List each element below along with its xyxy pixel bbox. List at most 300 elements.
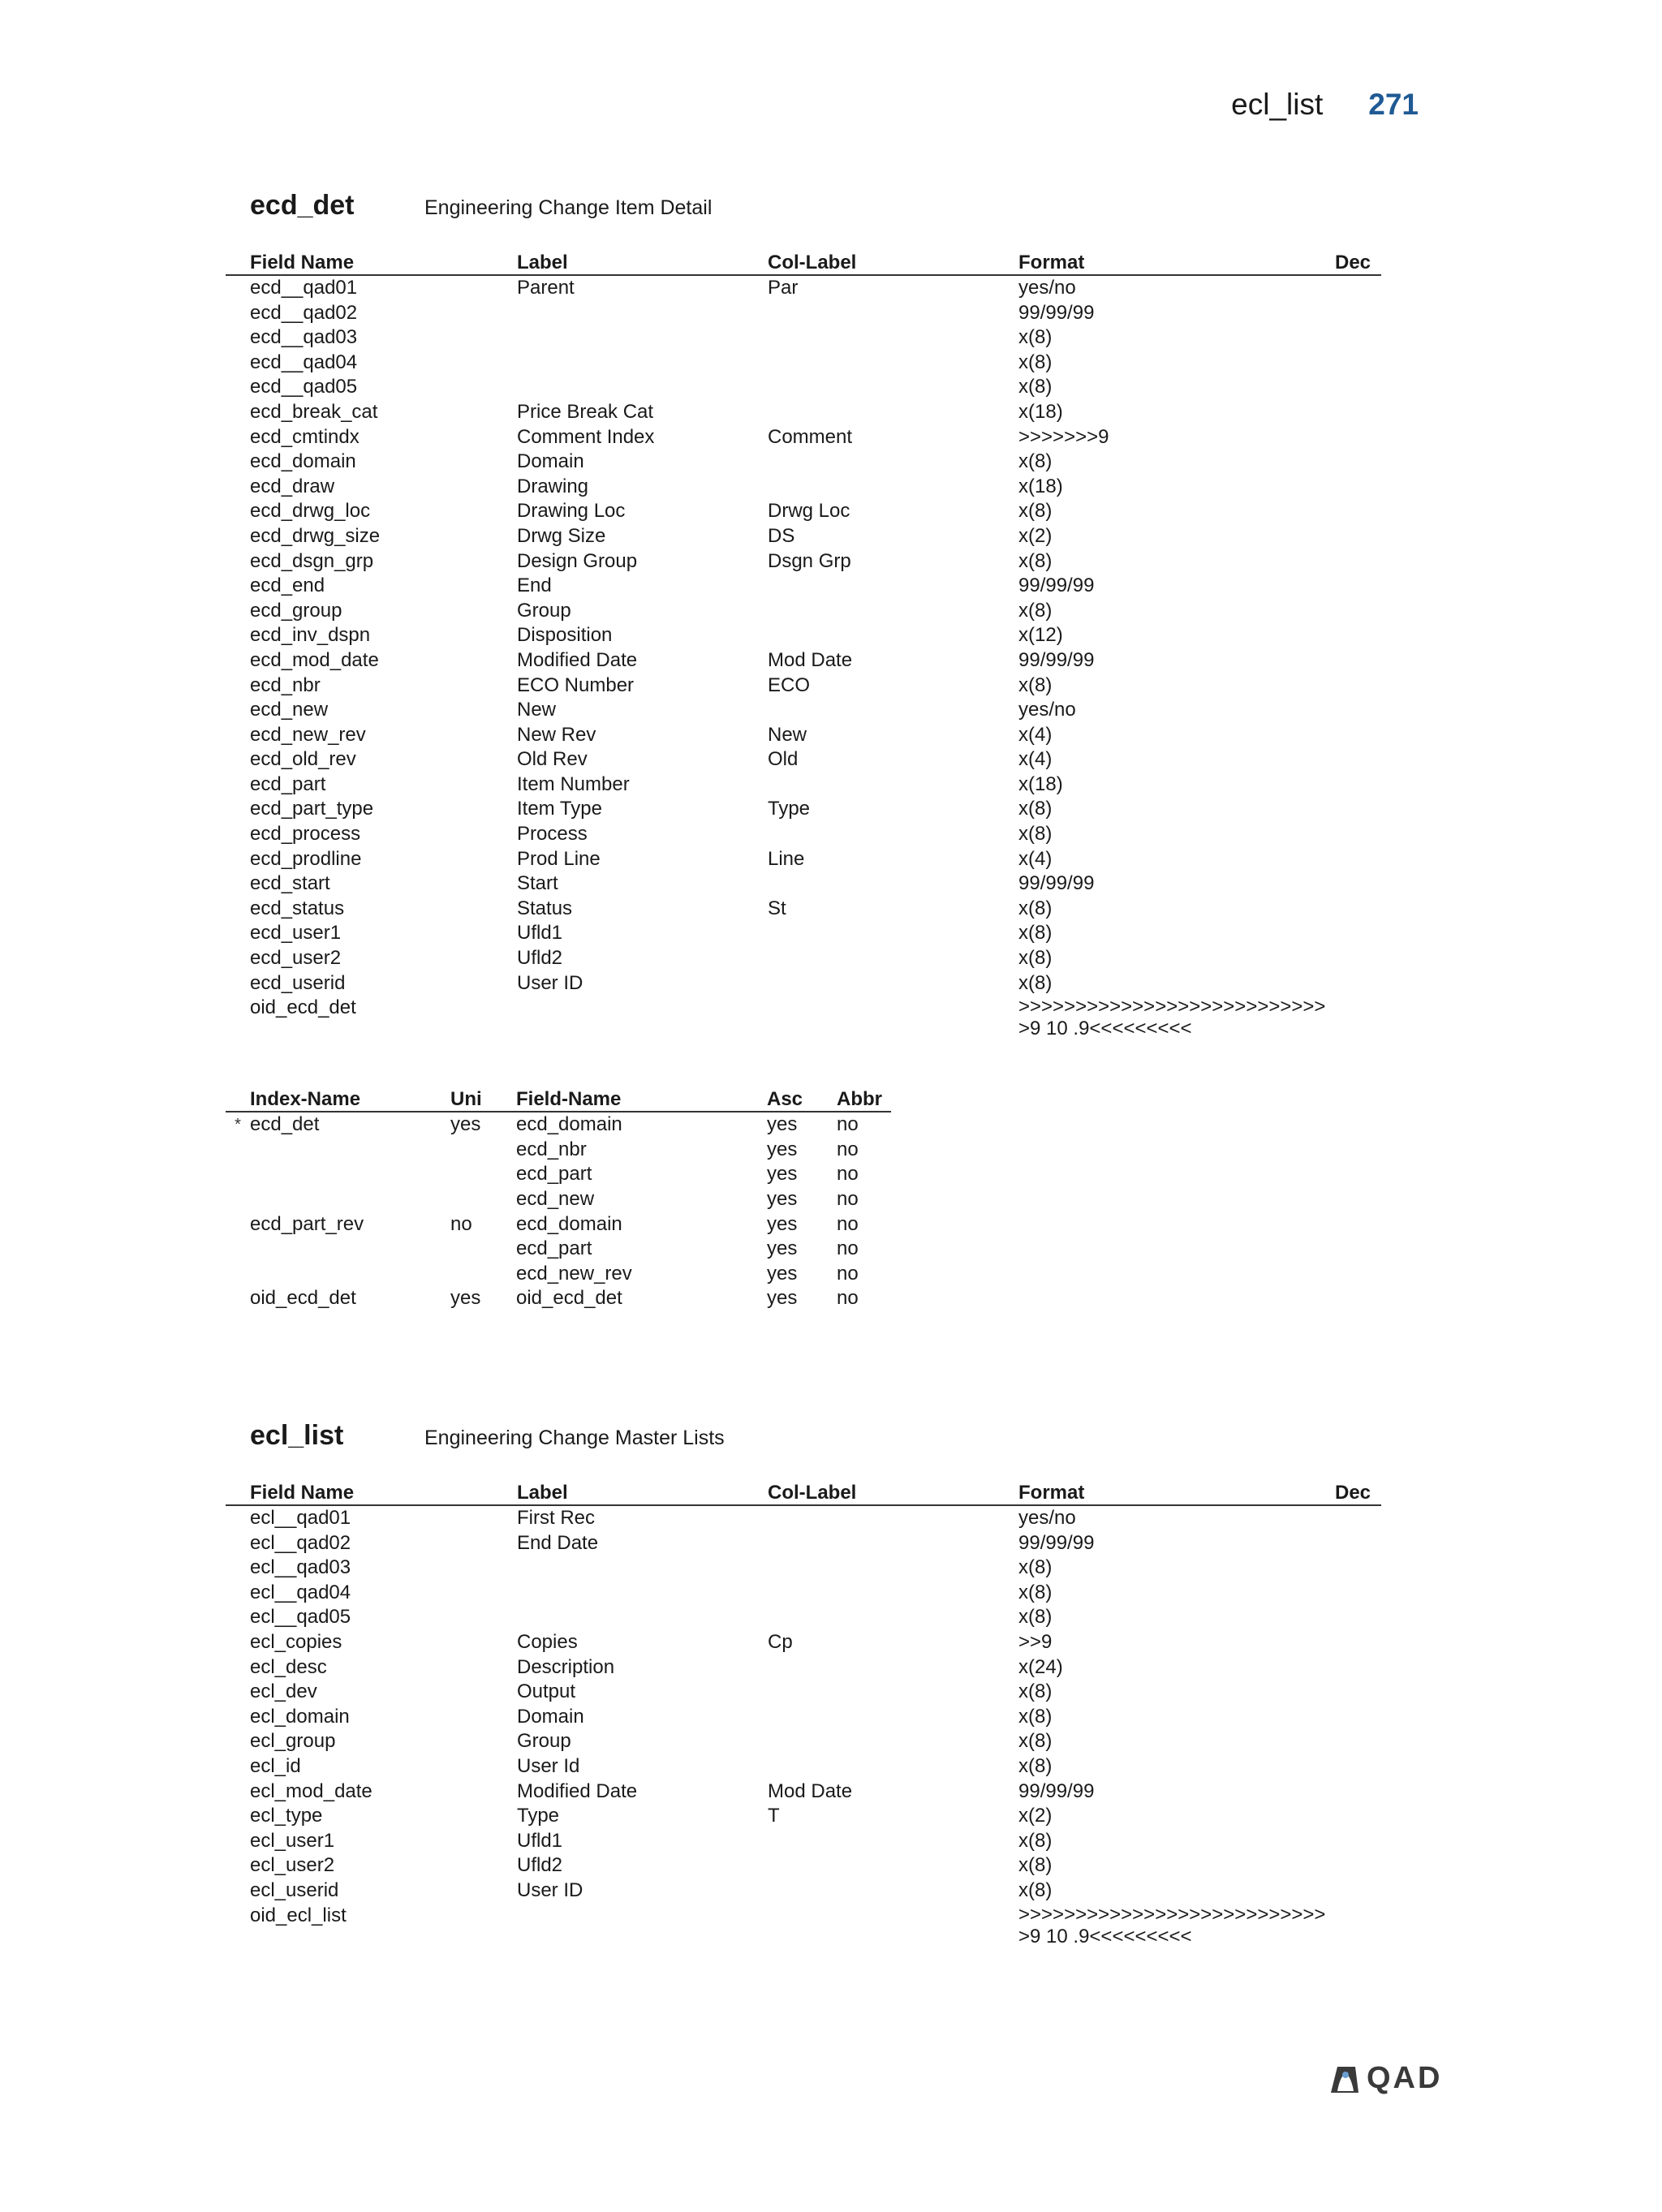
field-name-cell: ecd_status <box>250 897 345 919</box>
index-name-cell <box>250 1162 450 1187</box>
dec-cell <box>1335 549 1381 575</box>
dec-cell <box>1335 325 1381 351</box>
asc-cell: yes <box>767 1212 798 1235</box>
field-name-cell: ecd_old_rev <box>250 748 356 771</box>
format-cell: x(8) <box>1018 673 1053 696</box>
table-row <box>226 623 1381 648</box>
label-cell: User ID <box>517 1878 583 1901</box>
ecl-list-fields-body <box>226 1505 1381 1947</box>
header-row <box>226 1085 891 1112</box>
format-cell: x(8) <box>1018 1606 1053 1629</box>
table-row <box>226 1804 1381 1829</box>
label-cell: Prod Line <box>517 847 601 870</box>
field-name-cell: ecd__qad05 <box>250 376 358 398</box>
dec-cell <box>1335 1779 1381 1805</box>
table-row <box>226 1581 1381 1606</box>
label-cell: ECO Number <box>517 673 635 696</box>
format-cell: yes/no <box>1018 277 1076 299</box>
ecd-det-title-row <box>226 190 1381 229</box>
table-row <box>226 1531 1381 1556</box>
table-row <box>226 1237 891 1262</box>
primary-marker <box>226 1138 250 1163</box>
dec-cell <box>1335 996 1381 1039</box>
format-cell: >>>>>>>>>>>>>>>>>>>>>>>>>>>>9 10 .9<<<<<<<<< <box>1018 996 1326 1040</box>
dec-cell <box>1335 747 1381 772</box>
col-label-cell <box>768 698 1018 723</box>
format-cell: x(18) <box>1018 400 1063 423</box>
field-name-cell: ecd_process <box>250 823 361 846</box>
unique-cell: no <box>450 1212 472 1235</box>
label-cell <box>517 325 768 351</box>
dec-cell <box>1335 1754 1381 1779</box>
format-cell: x(12) <box>1018 624 1063 647</box>
field-name-cell: ecd_part <box>250 772 326 795</box>
table-row <box>226 574 1381 599</box>
table-row <box>226 946 1381 971</box>
asc-cell: yes <box>767 1287 798 1310</box>
col-label-cell <box>768 871 1018 897</box>
col-label-cell <box>768 946 1018 971</box>
format-cell: 99/99/99 <box>1018 1779 1095 1802</box>
col-label-cell <box>768 1705 1018 1730</box>
field-name-cell: ecd__qad03 <box>250 326 358 349</box>
format-cell: x(2) <box>1018 524 1053 547</box>
format-cell: >>>>>>>9 <box>1018 425 1109 448</box>
field-name-cell: ecl_userid <box>250 1878 339 1901</box>
field-name-cell: ecd__qad02 <box>250 301 358 324</box>
column-header: Format <box>1018 252 1085 273</box>
field-name-cell: ecl_type <box>250 1805 323 1827</box>
table-row <box>226 648 1381 673</box>
table-row <box>226 301 1381 326</box>
format-cell: x(8) <box>1018 549 1053 572</box>
col-label-cell <box>768 1904 1018 1947</box>
abbr-cell: no <box>837 1287 859 1310</box>
col-label-cell <box>768 1754 1018 1779</box>
col-label-cell: Type <box>768 798 811 820</box>
dec-cell <box>1335 1505 1381 1531</box>
col-label-cell <box>768 1531 1018 1556</box>
field-name-cell: ecl_user1 <box>250 1829 335 1852</box>
dec-cell <box>1335 772 1381 798</box>
table-row <box>226 375 1381 400</box>
table-row <box>226 723 1381 748</box>
label-cell: Drawing <box>517 475 589 497</box>
col-label-cell: ECO <box>768 673 811 696</box>
field-name-cell: ecl__qad05 <box>250 1606 351 1629</box>
table-row <box>226 1878 1381 1904</box>
col-label-cell <box>768 325 1018 351</box>
table-row <box>226 499 1381 524</box>
dec-cell <box>1335 499 1381 524</box>
format-cell: >>9 <box>1018 1630 1053 1653</box>
field-name-cell: ecl_domain <box>250 1705 350 1728</box>
table-name: ecd_det <box>250 190 355 221</box>
format-cell: x(8) <box>1018 1854 1053 1877</box>
col-label-cell: Line <box>768 847 805 870</box>
table-row <box>226 1754 1381 1779</box>
col-label-cell: DS <box>768 524 795 547</box>
unique-cell <box>450 1138 516 1163</box>
table-row <box>226 475 1381 500</box>
col-label-cell: Cp <box>768 1630 793 1653</box>
abbr-cell: no <box>837 1163 859 1186</box>
label-cell: User ID <box>517 971 583 994</box>
label-cell: Description <box>517 1655 615 1678</box>
table-row <box>226 275 1381 301</box>
label-cell: End <box>517 575 552 597</box>
qad-logo-icon <box>1328 2064 1362 2094</box>
col-label-cell: New <box>768 723 807 746</box>
label-cell <box>517 1904 768 1947</box>
col-label-cell <box>768 1505 1018 1531</box>
col-label-cell <box>768 1556 1018 1581</box>
field-name-cell: ecl_user2 <box>250 1854 335 1877</box>
dec-cell <box>1335 1655 1381 1681</box>
unique-cell <box>450 1237 516 1262</box>
label-cell: End Date <box>517 1531 599 1554</box>
format-cell: x(18) <box>1018 772 1063 795</box>
label-cell <box>517 996 768 1039</box>
col-label-cell <box>768 822 1018 847</box>
field-name-cell: ecd_nbr <box>250 673 321 696</box>
col-label-cell <box>768 1581 1018 1606</box>
table-row <box>226 1779 1381 1805</box>
dec-cell <box>1335 1556 1381 1581</box>
table-row <box>226 1655 1381 1681</box>
format-cell: x(8) <box>1018 922 1053 945</box>
label-cell: Start <box>517 872 558 895</box>
field-name-cell: ecd_end <box>250 575 325 597</box>
label-cell: Status <box>517 897 573 919</box>
field-name-cell: ecd_drwg_loc <box>250 500 371 523</box>
table-row <box>226 971 1381 996</box>
index-field-cell: ecd_part <box>516 1163 592 1186</box>
format-cell: x(8) <box>1018 798 1053 820</box>
col-label-cell <box>768 772 1018 798</box>
label-cell <box>517 301 768 326</box>
label-cell: Ufld1 <box>517 1829 563 1852</box>
format-cell: x(8) <box>1018 450 1053 473</box>
field-name-cell: ecl_desc <box>250 1655 327 1678</box>
table-row <box>226 599 1381 624</box>
col-label-cell: Mod Date <box>768 1779 853 1802</box>
table-row <box>226 772 1381 798</box>
format-cell: yes/no <box>1018 699 1076 721</box>
format-cell: x(8) <box>1018 1878 1053 1901</box>
dec-cell <box>1335 524 1381 549</box>
primary-marker <box>226 1187 250 1212</box>
field-name-cell: ecd_part_type <box>250 798 374 820</box>
qad-logo-text: QAD <box>1367 2061 1443 2095</box>
asc-cell: yes <box>767 1188 798 1210</box>
column-header: Col-Label <box>768 1482 857 1504</box>
index-name-cell <box>250 1138 450 1163</box>
column-header: Dec <box>1335 252 1371 273</box>
table-row <box>226 996 1381 1039</box>
field-name-cell: ecd_domain <box>250 450 356 473</box>
column-header: Dec <box>1335 1482 1371 1504</box>
table-row <box>226 1680 1381 1705</box>
running-section-title: ecl_list <box>1231 88 1324 121</box>
dec-cell <box>1335 275 1381 301</box>
label-cell <box>517 1581 768 1606</box>
col-label-cell <box>768 1853 1018 1878</box>
col-label-cell <box>768 1655 1018 1681</box>
table-row <box>226 1630 1381 1655</box>
unique-cell: yes <box>450 1113 481 1136</box>
format-cell: 99/99/99 <box>1018 872 1095 895</box>
header-row <box>226 248 1381 275</box>
label-cell: Drawing Loc <box>517 500 626 523</box>
format-cell: x(4) <box>1018 748 1053 771</box>
column-header: Index-Name <box>250 1088 361 1111</box>
index-name-cell <box>250 1187 450 1212</box>
dec-cell <box>1335 1804 1381 1829</box>
table-row <box>226 1505 1381 1531</box>
label-cell: Parent <box>517 277 575 299</box>
label-cell: Output <box>517 1681 576 1703</box>
table-row <box>226 1729 1381 1754</box>
ecd-det-index-body <box>226 1112 891 1311</box>
col-label-cell <box>768 574 1018 599</box>
col-label-cell <box>768 971 1018 996</box>
ecd-det-fields-body <box>226 275 1381 1039</box>
col-label-cell: T <box>768 1805 780 1827</box>
field-name-cell: ecd_userid <box>250 971 346 994</box>
table-row <box>226 1853 1381 1878</box>
ecd-det-block <box>226 190 1381 1311</box>
table-row <box>226 897 1381 922</box>
table-row <box>226 1904 1381 1947</box>
col-label-cell <box>768 1878 1018 1904</box>
col-label-cell <box>768 375 1018 400</box>
field-name-cell: ecl__qad04 <box>250 1581 351 1603</box>
table-row <box>226 351 1381 376</box>
abbr-cell: no <box>837 1138 859 1160</box>
table-name: ecl_list <box>250 1420 344 1451</box>
field-name-cell: ecd_dsgn_grp <box>250 549 374 572</box>
label-cell: User Id <box>517 1754 580 1777</box>
unique-cell <box>450 1162 516 1187</box>
label-cell: New <box>517 699 557 721</box>
field-name-cell: ecl_group <box>250 1730 336 1753</box>
format-cell: x(8) <box>1018 1705 1053 1728</box>
table-row <box>226 1212 891 1237</box>
dec-cell <box>1335 450 1381 475</box>
label-cell: Process <box>517 823 588 846</box>
col-label-cell <box>768 351 1018 376</box>
field-name-cell: oid_ecd_det <box>250 996 356 1019</box>
field-name-cell: ecd_user2 <box>250 947 342 970</box>
dec-cell <box>1335 1630 1381 1655</box>
table-row <box>226 1162 891 1187</box>
format-cell: x(8) <box>1018 1681 1053 1703</box>
dec-cell <box>1335 946 1381 971</box>
field-name-cell: ecd_new_rev <box>250 723 366 746</box>
dec-cell <box>1335 1729 1381 1754</box>
table-row <box>226 847 1381 872</box>
table-description: Engineering Change Item Detail <box>424 196 713 219</box>
field-name-cell: ecd_draw <box>250 475 335 497</box>
format-cell: x(8) <box>1018 947 1053 970</box>
column-header: Label <box>517 252 568 273</box>
dec-cell <box>1335 822 1381 847</box>
dec-cell <box>1335 623 1381 648</box>
column-header: Asc <box>767 1088 803 1111</box>
format-cell: x(8) <box>1018 1754 1053 1777</box>
field-name-cell: ecl_dev <box>250 1681 317 1703</box>
field-name-cell: ecd_new <box>250 699 329 721</box>
dec-cell <box>1335 698 1381 723</box>
abbr-cell: no <box>837 1237 859 1260</box>
dec-cell <box>1335 1531 1381 1556</box>
dec-cell <box>1335 351 1381 376</box>
format-cell: x(8) <box>1018 1829 1053 1852</box>
index-field-cell: ecd_domain <box>516 1212 622 1235</box>
table-row <box>226 524 1381 549</box>
label-cell: Drwg Size <box>517 524 606 547</box>
field-name-cell: ecd__qad01 <box>250 277 358 299</box>
primary-marker <box>226 1286 250 1311</box>
format-cell: 99/99/99 <box>1018 1531 1095 1554</box>
col-label-cell <box>768 1680 1018 1705</box>
format-cell: x(4) <box>1018 723 1053 746</box>
col-label-cell <box>768 599 1018 624</box>
abbr-cell: no <box>837 1113 859 1136</box>
label-cell: Ufld1 <box>517 922 563 945</box>
label-cell: Group <box>517 599 571 622</box>
field-name-cell: ecd_prodline <box>250 847 362 870</box>
field-name-cell: ecl__qad03 <box>250 1556 351 1579</box>
field-name-cell: ecd__qad04 <box>250 351 358 373</box>
table-row <box>226 1286 891 1311</box>
col-label-cell <box>768 1829 1018 1854</box>
dec-cell <box>1335 400 1381 425</box>
table-row <box>226 1705 1381 1730</box>
format-cell: x(8) <box>1018 1581 1053 1603</box>
ecl-list-fields-table <box>226 1478 1381 1947</box>
format-cell: x(8) <box>1018 599 1053 622</box>
table-row <box>226 425 1381 450</box>
col-label-cell: Mod Date <box>768 648 853 671</box>
unique-cell: yes <box>450 1287 481 1310</box>
column-header: Format <box>1018 1482 1085 1504</box>
dec-cell <box>1335 475 1381 500</box>
label-cell: Copies <box>517 1630 578 1653</box>
label-cell: Ufld2 <box>517 1854 563 1877</box>
field-name-cell: ecd_drwg_size <box>250 524 381 547</box>
format-cell: x(8) <box>1018 500 1053 523</box>
ecd-det-index-table <box>226 1085 891 1311</box>
format-cell: 99/99/99 <box>1018 575 1095 597</box>
col-label-cell: St <box>768 897 786 919</box>
table-row <box>226 747 1381 772</box>
table-row <box>226 921 1381 946</box>
format-cell: x(8) <box>1018 897 1053 919</box>
label-cell: Ufld2 <box>517 947 563 970</box>
table-row <box>226 549 1381 575</box>
col-label-cell <box>768 1605 1018 1630</box>
dec-cell <box>1335 673 1381 699</box>
table-row <box>226 450 1381 475</box>
unique-cell <box>450 1187 516 1212</box>
col-label-cell <box>768 1729 1018 1754</box>
dec-cell <box>1335 1878 1381 1904</box>
format-cell: x(8) <box>1018 1730 1053 1753</box>
format-cell: x(24) <box>1018 1655 1063 1678</box>
col-label-cell: Comment <box>768 425 853 448</box>
format-cell: x(8) <box>1018 1556 1053 1579</box>
dec-cell <box>1335 599 1381 624</box>
abbr-cell: no <box>837 1188 859 1210</box>
asc-cell: yes <box>767 1262 798 1285</box>
column-header: Col-Label <box>768 252 857 273</box>
column-header: Field Name <box>250 1482 355 1504</box>
index-field-cell: ecd_part <box>516 1237 592 1260</box>
field-name-cell: ecd_cmtindx <box>250 425 360 448</box>
col-label-cell: Drwg Loc <box>768 500 850 523</box>
dec-cell <box>1335 1680 1381 1705</box>
primary-marker <box>226 1162 250 1187</box>
col-label-cell: Par <box>768 277 799 299</box>
label-cell: Disposition <box>517 624 613 647</box>
label-cell <box>517 351 768 376</box>
table-row <box>226 797 1381 822</box>
field-name-cell: ecd_mod_date <box>250 648 379 671</box>
index-field-cell: ecd_nbr <box>516 1138 587 1160</box>
label-cell: Old Rev <box>517 748 588 771</box>
field-name-cell: ecl_mod_date <box>250 1779 372 1802</box>
qad-logo <box>1328 2061 1442 2096</box>
table-row <box>226 1187 891 1212</box>
dec-cell <box>1335 797 1381 822</box>
field-name-cell: ecl_copies <box>250 1630 342 1653</box>
index-name-cell: ecd_part_rev <box>250 1212 364 1235</box>
format-cell: x(8) <box>1018 351 1053 373</box>
format-cell: x(2) <box>1018 1805 1053 1827</box>
primary-marker: * <box>235 1116 241 1134</box>
index-field-cell: ecd_new <box>516 1188 595 1210</box>
table-row <box>226 1605 1381 1630</box>
table-row <box>226 1112 891 1138</box>
field-name-cell: ecd_user1 <box>250 922 342 945</box>
col-label-cell <box>768 301 1018 326</box>
page-header <box>1231 88 1419 122</box>
format-cell: yes/no <box>1018 1507 1076 1529</box>
format-cell: x(4) <box>1018 847 1053 870</box>
asc-cell: yes <box>767 1237 798 1260</box>
col-label-cell <box>768 475 1018 500</box>
label-cell: Price Break Cat <box>517 400 654 423</box>
index-name-cell: oid_ecd_det <box>250 1287 356 1310</box>
table-row <box>226 1138 891 1163</box>
col-label-cell <box>768 450 1018 475</box>
dec-cell <box>1335 648 1381 673</box>
label-cell: Group <box>517 1730 571 1753</box>
label-cell <box>517 1605 768 1630</box>
col-label-cell <box>768 996 1018 1039</box>
label-cell: Comment Index <box>517 425 655 448</box>
format-cell: x(8) <box>1018 326 1053 349</box>
abbr-cell: no <box>837 1212 859 1235</box>
label-cell <box>517 1556 768 1581</box>
label-cell: First Rec <box>517 1507 595 1529</box>
format-cell: >>>>>>>>>>>>>>>>>>>>>>>>>>>>9 10 .9<<<<<<<<< <box>1018 1903 1326 1947</box>
dec-cell <box>1335 1829 1381 1854</box>
col-label-cell: Dsgn Grp <box>768 549 851 572</box>
ecl-list-block <box>226 1420 1381 1947</box>
